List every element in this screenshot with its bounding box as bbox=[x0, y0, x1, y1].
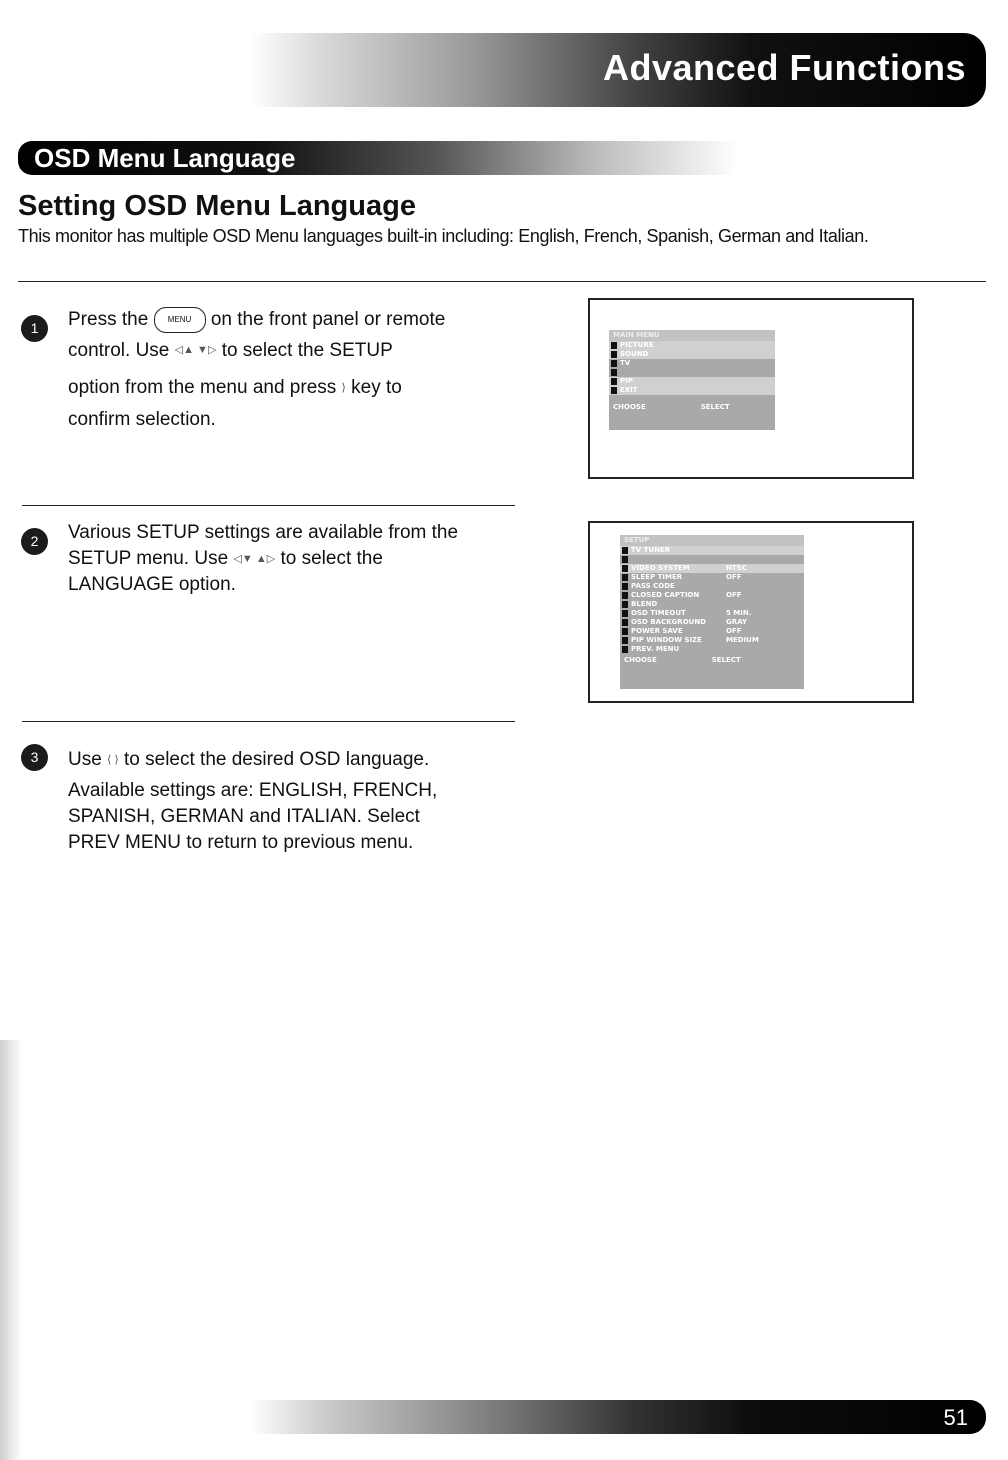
setup-item: TV TUNER bbox=[620, 546, 804, 555]
setup-item: POWER SAVE OFF bbox=[620, 627, 804, 636]
setup-osd bbox=[620, 535, 804, 689]
setup-item-icon bbox=[622, 583, 628, 590]
divider bbox=[18, 281, 986, 282]
setup-item-icon bbox=[622, 619, 628, 626]
step-1-line1b: on the front panel or remote bbox=[210, 309, 446, 330]
sound-icon bbox=[611, 351, 617, 358]
step-2-line2a: SETUP menu. Use bbox=[68, 548, 229, 570]
setup-icon bbox=[611, 369, 617, 376]
main-menu-screenshot bbox=[588, 298, 914, 479]
step-1-line2a: control. Use bbox=[68, 340, 170, 361]
step-number-1: 1 bbox=[21, 315, 48, 342]
setup-item: PASS CODE bbox=[620, 582, 804, 591]
step-3-line3: SPANISH, GERMAN and ITALIAN. Select bbox=[68, 806, 420, 828]
footer-bar bbox=[250, 1400, 986, 1434]
exit-icon bbox=[611, 387, 617, 394]
picture-icon bbox=[611, 342, 617, 349]
setup-item-icon bbox=[622, 547, 628, 554]
setup-item: SLEEP TIMER OFF bbox=[620, 573, 804, 582]
setup-item-icon bbox=[622, 646, 628, 653]
section-title: OSD Menu Language bbox=[34, 143, 296, 173]
setup-menu-screenshot bbox=[588, 521, 914, 703]
step-3-line1b: to select the desired OSD language. bbox=[124, 749, 430, 771]
divider bbox=[22, 505, 515, 506]
setup-item-icon bbox=[622, 637, 628, 644]
main-menu-osd-footer: CHOOSE SELECT bbox=[613, 403, 730, 411]
page-subtitle: Setting OSD Menu Language bbox=[18, 190, 416, 222]
setup-osd-footer: CHOOSE SELECT bbox=[624, 656, 741, 664]
main-menu-item: PICTURE bbox=[609, 341, 775, 350]
menu-key-icon: MENU bbox=[154, 307, 206, 333]
setup-item: BLEND bbox=[620, 600, 804, 609]
chapter-title: Advanced Functions bbox=[602, 47, 966, 88]
step-2-text bbox=[68, 520, 458, 598]
step-1-line4: confirm selection. bbox=[68, 408, 216, 430]
main-menu-item: TV bbox=[609, 359, 775, 368]
left-right-arrow-keys-icon: ⟨ ⟩ bbox=[107, 754, 119, 766]
right-arrow-key-icon: ⟩ bbox=[341, 381, 346, 394]
step-2-line3: LANGUAGE option. bbox=[68, 574, 236, 596]
step-1-text bbox=[68, 304, 445, 435]
setup-item-icon bbox=[622, 592, 628, 599]
step-1-line2b: to select the SETUP bbox=[221, 340, 393, 361]
step-number-3: 3 bbox=[21, 744, 48, 771]
step-2-line2b: to select the bbox=[280, 548, 383, 570]
setup-item: OSD BACKGROUND GRAY bbox=[620, 618, 804, 627]
up-down-arrow-keys-icon: ◁▼ ▲▷ bbox=[233, 553, 276, 565]
step-1-line3a: option from the menu and press bbox=[68, 377, 337, 399]
setup-osd-title: SETUP bbox=[620, 535, 804, 546]
step-3-text bbox=[68, 747, 437, 856]
setup-item-icon bbox=[622, 574, 628, 581]
main-menu-item bbox=[609, 368, 775, 377]
step-3-line1a: Use bbox=[68, 749, 102, 771]
intro-text: This monitor has multiple OSD Menu languages built-in including: English, French, Spanish, German and Italian. bbox=[18, 226, 869, 246]
step-3-line2: Available settings are: ENGLISH, FRENCH, bbox=[68, 780, 438, 802]
setup-item: PIP WINDOW SIZE MEDIUM bbox=[620, 636, 804, 645]
setup-item-icon bbox=[622, 565, 628, 572]
setup-item: CLOSED CAPTION OFF bbox=[620, 591, 804, 600]
main-menu-item: PIP bbox=[609, 377, 775, 386]
chapter-banner bbox=[250, 33, 986, 107]
main-menu-osd bbox=[609, 330, 775, 430]
step-2-line1: Various SETUP settings are available from the bbox=[68, 522, 459, 543]
up-down-arrow-keys-icon: ◁▲ ▼▷ bbox=[174, 344, 217, 357]
setup-item: PREV. MENU bbox=[620, 645, 804, 654]
pip-icon bbox=[611, 378, 617, 385]
section-header bbox=[18, 141, 738, 175]
setup-item: OSD TIMEOUT 5 MIN. bbox=[620, 609, 804, 618]
setup-item-icon bbox=[622, 628, 628, 635]
main-menu-item: SOUND bbox=[609, 350, 775, 359]
setup-item-icon bbox=[622, 601, 628, 608]
step-number-2: 2 bbox=[21, 528, 48, 555]
main-menu-osd-title: MAIN MENU bbox=[609, 330, 775, 341]
step-1-line3b: key to bbox=[351, 377, 402, 399]
main-menu-item: EXIT bbox=[609, 386, 775, 395]
tv-icon bbox=[611, 360, 617, 367]
page-edge-shadow bbox=[0, 1040, 22, 1460]
divider bbox=[22, 721, 515, 722]
setup-item bbox=[620, 555, 804, 564]
setup-item: VIDEO SYSTEM NTSC bbox=[620, 564, 804, 573]
step-1-line1a: Press the bbox=[68, 309, 149, 330]
page-number: 51 bbox=[943, 1405, 968, 1430]
setup-item-icon bbox=[622, 610, 628, 617]
setup-item-icon bbox=[622, 556, 628, 563]
step-3-line4: PREV MENU to return to previous menu. bbox=[68, 832, 414, 854]
